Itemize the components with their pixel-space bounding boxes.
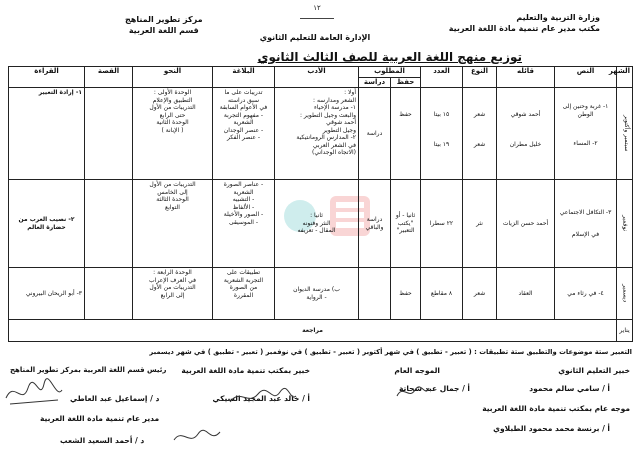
cell-month: يناير — [617, 320, 633, 342]
col-author: قائله — [497, 67, 555, 88]
cell-type: نثر — [463, 180, 497, 268]
cell-count: ٢٢ سطرا — [421, 180, 463, 268]
cell-memorize: ثانيا - أو "يكتب التعبير" — [391, 180, 421, 268]
header-right — [449, 12, 600, 34]
cell-text: ٣- التكافل الاجتماعي في الإسلام — [555, 180, 617, 268]
header-left — [125, 14, 203, 36]
col-month: الشهر — [617, 67, 633, 88]
col-story: القصة — [85, 67, 133, 88]
signature-bottom-icon — [172, 426, 222, 448]
office-name: مكتب مدير عام تنمية مادة اللغة العربية — [448, 24, 600, 33]
ministry-name: وزارة التربية والتعليم — [516, 13, 600, 22]
notes-line: التعبير ستة موضوعات والتطبيق ستة تطبيقات : ( تعبير - تطبيق ) في شهر أكتوبر ( تعبير - تطبيق ) في نوفمبر ( تعبير - تطبيق ) في شهر ديسمبر — [149, 348, 632, 356]
col-reading: القراءة — [9, 67, 85, 88]
name-4: د / إسماعيل عبد العاطي — [70, 394, 160, 403]
table-row — [9, 180, 633, 268]
cell-text: ١- غربة وحنين إلى الوطن ٢- المساء — [555, 88, 617, 180]
col-required: المطلوب — [359, 67, 421, 78]
cell-reading: ٣- أبو الريحان البيروني — [9, 268, 85, 320]
cell-story — [85, 180, 133, 268]
cell-grammar: التدريبات من الأول إلى الخامس الوحدة الثالثة التوابع — [133, 180, 213, 268]
table-row — [9, 88, 633, 180]
role-supervisor: الموجه العام — [394, 366, 440, 375]
cell-literature: أولا : الشعر ومدارسه : ١- مدرسة الإحياء والبعث وجيل التطوير : أحمد شوقي وجيل التطوير ٢- المدارس الرومانتيكية في الشعر العربي (الاتجاه الوجداني) — [275, 88, 359, 180]
role-expert: خبير التعليم الثانوي — [558, 366, 630, 375]
signature-mid-icon — [228, 386, 298, 408]
cell-memorize: حفظ — [391, 88, 421, 180]
table-row-review — [9, 320, 633, 342]
cell-text: ٤- في رثاء مي — [555, 268, 617, 320]
cell-month: نوفمبر — [617, 180, 633, 268]
role-office-expert: خبير بمكتب تنمية مادة اللغة العربية — [181, 366, 310, 375]
cell-study: دراسة — [359, 88, 391, 180]
directorate-name: الإدارة العامة للتعليم الثانوي — [259, 33, 371, 42]
cell-reading: ٢- نصيب العرب من حضارة العالم — [9, 180, 85, 268]
emblem: ١٢ — [300, 4, 334, 19]
cell-author: أحمد شوقي خليل مطران — [497, 88, 555, 180]
col-count: العدد — [421, 67, 463, 88]
col-grammar: النحو — [133, 67, 213, 88]
cell-type: شعر — [463, 268, 497, 320]
cell-count: ١٥ بيتا ١٩ بيتا — [421, 88, 463, 180]
cell-count: ٨ مقاطع — [421, 268, 463, 320]
signature-left-icon — [4, 378, 64, 408]
center-name: مركز تطوير المناهج — [125, 15, 203, 24]
cell-author: العقاد — [497, 268, 555, 320]
name-3: أ / خالد عبد المجيد السيكي — [212, 394, 310, 403]
col-type: النوع — [463, 67, 497, 88]
cell-literature: ب) مدرسة الديوان - الرواية — [275, 268, 359, 320]
cell-study — [359, 268, 391, 320]
col-text: النص — [555, 67, 617, 88]
cell-grammar: الوحدة الرابعة : في العرف الإعراب التدريبات من الأول إلى الرابع — [133, 268, 213, 320]
role-head-dept: رئيس قسم اللغة العربية بمركز تطوير المناهج — [10, 366, 167, 374]
cell-story — [85, 268, 133, 320]
cell-rhetoric: تطبيقات على التجربة الشعرية من الصورة المقررة — [213, 268, 275, 320]
department-name: قسم اللغة العربية — [128, 26, 199, 35]
cell-rhetoric: تدريبات على ما سبق دراسته في الأعوام السابقة - مفهوم التجربة الشعرية - عنصر الوجدان - عنصر الفكر — [213, 88, 275, 180]
col-rhetoric: البلاغة — [213, 67, 275, 88]
name-7: مدير عام تنمية مادة اللغة العربية — [40, 414, 160, 423]
curriculum-table — [8, 66, 633, 342]
cell-reading: ١- إرادة التغيير — [9, 88, 85, 180]
name-5: موجه عام بمكتب تنمية مادة اللغة العربية — [482, 404, 630, 413]
cell-literature: ثانيا : النثر وفنونه المقال - تعريفه — [275, 180, 359, 268]
cell-month: ديسمبر — [617, 268, 633, 320]
cell-memorize: حفظ — [391, 268, 421, 320]
name-8: د / أحمد السعيد الشعب — [60, 436, 145, 445]
table-row — [9, 268, 633, 320]
cell-type: شعر شعر — [463, 88, 497, 180]
page-title: توزيع منهج اللغة العربية للصف الثالث الثانوي — [257, 50, 522, 64]
review-label: مراجعة — [9, 320, 617, 342]
cell-author: أحمد حسن الزيات — [497, 180, 555, 268]
name-2: أ / جمال عبد شحاتة — [399, 384, 470, 393]
cell-story — [85, 88, 133, 180]
cell-rhetoric: - عناصر الصورة الشعرية - التشبيه - الألفاظ - الصور والأخيلة - الموسيقى — [213, 180, 275, 268]
col-literature: الأدب — [275, 67, 359, 88]
cell-study: دراسة والباقي — [359, 180, 391, 268]
name-1: أ / سامي سالم محمود — [529, 384, 610, 393]
name-6: أ / برنسة محمد محمود الطبلاوي — [493, 424, 610, 433]
cell-month: سبتمبر وأكتوبر — [617, 88, 633, 180]
col-memorize: حفظ — [391, 77, 421, 88]
signature-right-icon — [395, 384, 431, 402]
col-study: دراسة — [359, 77, 391, 88]
cell-grammar: الوحدة الأولى : التطبيق والإعلام التدريبات من الأول حتى الرابع الوحدة الثانية ( الإبانة ) — [133, 88, 213, 180]
